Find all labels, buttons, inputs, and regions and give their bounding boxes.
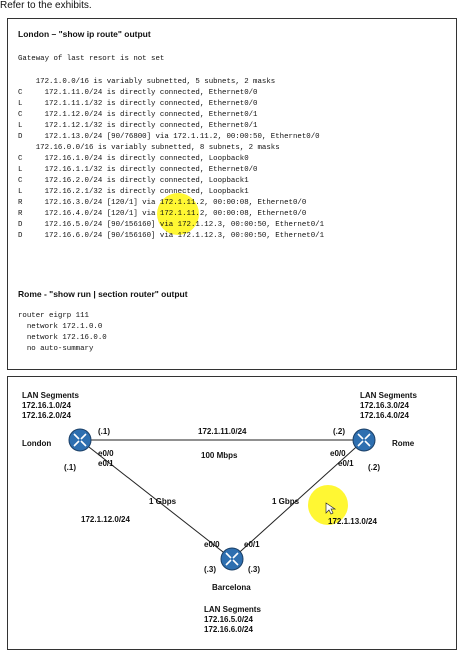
- route-entry: L 172.1.12.1/32 is directly connected, Ethernet0/1: [18, 122, 258, 130]
- barcelona-e00: e0/0: [204, 540, 220, 549]
- route-entry: R 172.16.4.0/24 [120/1] via 172.1.11.2, 00:00:08, Ethernet0/0: [18, 210, 307, 218]
- route-entry: 172.16.0.0/16 is variably subnetted, 8 subnets, 2 masks: [18, 144, 280, 152]
- rome-barcelona-speed: 1 Gbps: [272, 497, 300, 506]
- route-entry: C 172.1.12.0/24 is directly connected, Ethernet0/1: [18, 111, 258, 119]
- london-lan-1: 172.16.1.0/24: [22, 401, 71, 410]
- london-e00: e0/0: [98, 449, 114, 458]
- london-e01: e0/1: [98, 459, 114, 468]
- london-e00-ip: (.1): [98, 427, 110, 436]
- config-line: no auto-summary: [18, 345, 94, 353]
- route-entry: L 172.16.1.1/32 is directly connected, Ethernet0/0: [18, 166, 258, 174]
- london-barcelona-subnet: 172.1.12.0/24: [81, 515, 130, 524]
- rome-lan-1: 172.16.3.0/24: [360, 401, 409, 410]
- london-lan-2: 172.16.2.0/24: [22, 411, 71, 420]
- rome-barcelona-subnet: 172.1.13.0/24: [328, 517, 377, 526]
- rome-e01-ip: (.2): [368, 463, 380, 472]
- route-table: [18, 77, 324, 242]
- barcelona-name: Barcelona: [212, 583, 251, 592]
- london-rome-speed: 100 Mbps: [201, 451, 238, 460]
- router-barcelona-icon: [221, 548, 243, 570]
- barcelona-e00-ip: (.3): [204, 565, 216, 574]
- gateway-line: Gateway of last resort is not set: [18, 55, 165, 63]
- config-line: router eigrp 111: [18, 312, 89, 320]
- london-name: London: [22, 439, 52, 448]
- barcelona-e01-ip: (.3): [248, 565, 260, 574]
- london-rome-subnet: 172.1.11.0/24: [198, 427, 247, 436]
- exhibit-instruction: Refer to the exhibits.: [0, 0, 92, 11]
- london-output-title: London – "show ip route" output: [18, 29, 151, 39]
- rome-config: [18, 311, 107, 355]
- london-e01-ip: (.1): [64, 463, 76, 472]
- barcelona-lan-2: 172.16.6.0/24: [204, 625, 253, 634]
- topology-panel: [7, 376, 457, 650]
- route-entry: 172.1.0.0/16 is variably subnetted, 5 subnets, 2 masks: [18, 78, 276, 86]
- cli-output-panel: [7, 18, 457, 370]
- route-entry: D 172.16.6.0/24 [90/156160] via 172.1.12.3, 00:00:50, Ethernet0/1: [18, 232, 325, 240]
- route-entry: C 172.1.11.0/24 is directly connected, Ethernet0/0: [18, 89, 258, 97]
- config-line: network 172.16.0.0: [18, 334, 107, 342]
- route-entry: C 172.16.2.0/24 is directly connected, Loopback1: [18, 177, 249, 185]
- rome-output-title: Rome - "show run | section router" output: [18, 289, 188, 299]
- rome-e00: e0/0: [330, 449, 346, 458]
- rome-lan-2: 172.16.4.0/24: [360, 411, 409, 420]
- barcelona-e01: e0/1: [244, 540, 260, 549]
- london-barcelona-speed: 1 Gbps: [149, 497, 177, 506]
- rome-name: Rome: [392, 439, 415, 448]
- mouse-cursor-icon: [326, 503, 335, 514]
- route-entry: L 172.16.2.1/32 is directly connected, Loopback1: [18, 188, 249, 196]
- route-entry: R 172.16.3.0/24 [120/1] via 172.1.11.2, 00:00:08, Ethernet0/0: [18, 199, 307, 207]
- route-entry: C 172.16.1.0/24 is directly connected, Loopback0: [18, 155, 249, 163]
- route-entry: D 172.16.5.0/24 [90/156160] via 172.1.12.3, 00:00:50, Ethernet0/1: [18, 221, 325, 229]
- rome-e01: e0/1: [338, 459, 354, 468]
- rome-e00-ip: (.2): [333, 427, 345, 436]
- route-entry: D 172.1.13.0/24 [90/76800] via 172.1.11.2, 00:00:50, Ethernet0/0: [18, 133, 320, 141]
- barcelona-lan-title: LAN Segments: [204, 605, 261, 614]
- router-london-icon: [69, 429, 91, 451]
- barcelona-lan-1: 172.16.5.0/24: [204, 615, 253, 624]
- router-rome-icon: [353, 429, 375, 451]
- config-line: network 172.1.0.0: [18, 323, 103, 331]
- london-lan-title: LAN Segments: [22, 391, 79, 400]
- route-entry: L 172.1.11.1/32 is directly connected, Ethernet0/0: [18, 100, 258, 108]
- rome-lan-title: LAN Segments: [360, 391, 417, 400]
